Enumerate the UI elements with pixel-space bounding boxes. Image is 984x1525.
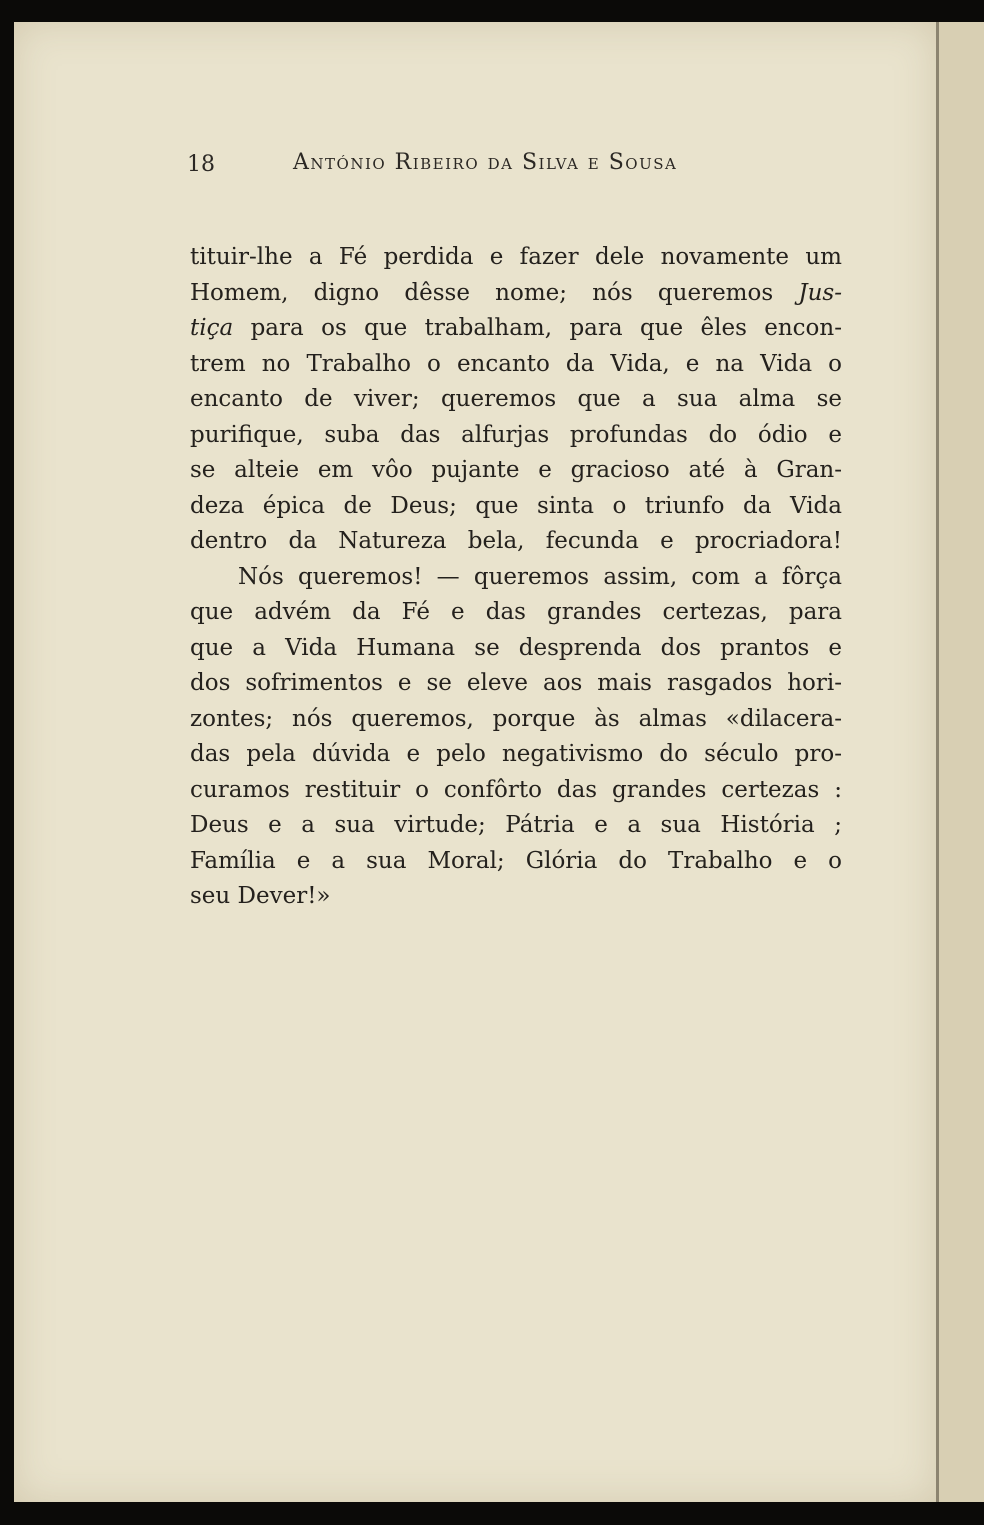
text-line: se alteie em vôo pujante e gracioso até à Gran- [190, 457, 842, 483]
text-line: que advém da Fé e das grandes certezas, para [190, 599, 842, 625]
text-line: das pela dúvida e pelo negativismo do século pro- [190, 741, 842, 767]
text-line: Família e a sua Moral; Glória do Trabalho e o [190, 847, 842, 874]
text-line: encanto de viver; queremos que a sua alma se [190, 386, 842, 412]
body-text [190, 240, 842, 915]
text-line: tituir-lhe a Fé perdida e fazer dele novamente um [190, 244, 842, 270]
text-line: trem no Trabalho o encanto da Vida, e na Vida o [190, 350, 842, 377]
page-number: 18 [187, 152, 215, 177]
text-line: tiça para os que trabalham, para que êles encon- [190, 315, 842, 341]
text-line: deza épica de Deus; que sinta o triunfo da Vida [190, 492, 842, 519]
running-head: António Ribeiro da Silva e Sousa [293, 150, 678, 175]
text-line: curamos restituir o confôrto das grandes certezas : [190, 776, 842, 803]
text-line: purifique, suba das alfurjas profundas do ódio e [190, 421, 842, 448]
text-line: dentro da Natureza bela, fecunda e procriadora! [190, 528, 842, 554]
text-line: dos sofrimentos e se eleve aos mais rasgados hori- [190, 670, 842, 696]
text-line: Nós queremos! — queremos assim, com a fôrça [238, 563, 842, 590]
text-line: zontes; nós queremos, porque às almas «dilacera- [190, 705, 842, 732]
adjacent-page-edge [936, 22, 984, 1502]
text-line: seu Dever!» [190, 883, 331, 909]
page-header [175, 142, 735, 182]
text-line: que a Vida Humana se desprenda dos prantos e [190, 634, 842, 661]
text-line: Homem, digno dêsse nome; nós queremos Jus- [190, 279, 842, 306]
text-line: Deus e a sua virtude; Pátria e a sua História ; [190, 812, 842, 838]
